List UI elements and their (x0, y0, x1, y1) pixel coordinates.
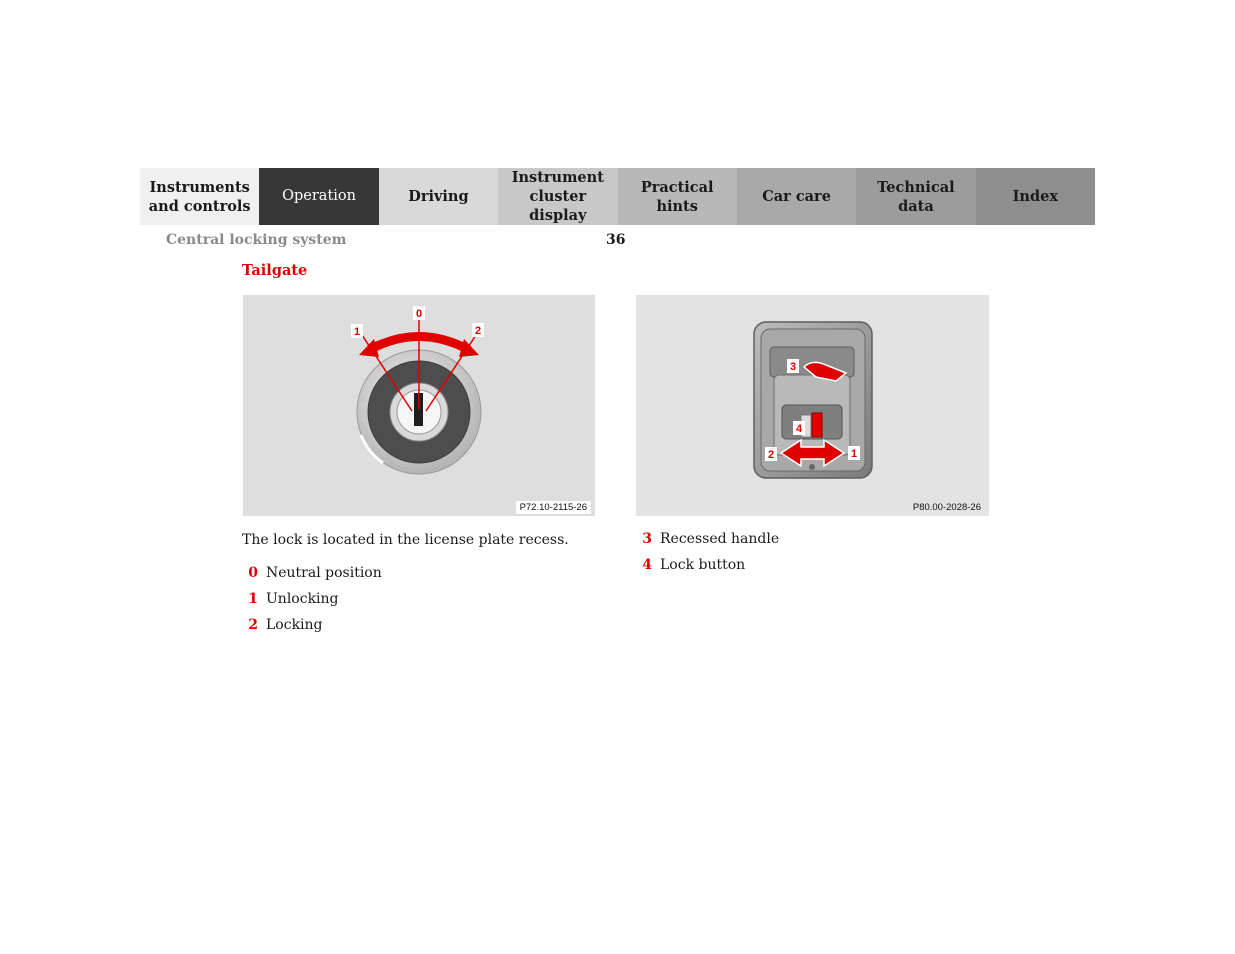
tailgate-handle-illustration (636, 295, 989, 516)
figure-code: P80.00-2028-26 (912, 502, 981, 513)
tab-index[interactable]: Index (976, 168, 1095, 225)
handle-parts-list (636, 531, 779, 583)
page-number: 36 (606, 232, 626, 248)
item-text: Locking (266, 617, 323, 633)
item-number: 1 (248, 591, 258, 607)
lock-button (812, 413, 822, 437)
section-title: Central locking system (166, 232, 347, 248)
tab-operation[interactable]: Operation (259, 168, 378, 225)
list-item (242, 617, 382, 643)
tab-instrument-cluster-display[interactable]: Instrument cluster display (498, 168, 617, 225)
page-heading: Tailgate (242, 262, 308, 279)
label-1: 1 (353, 326, 361, 338)
tab-technical-data[interactable]: Technical data (856, 168, 975, 225)
item-text: Recessed handle (660, 531, 780, 547)
label-2b: 2 (767, 449, 775, 461)
list-item (242, 591, 382, 617)
list-item (636, 557, 779, 583)
tab-car-care[interactable]: Car care (737, 168, 856, 225)
list-item (636, 531, 779, 557)
tab-instruments-and-controls[interactable]: Instruments and controls (140, 168, 259, 225)
tab-driving[interactable]: Driving (379, 168, 498, 225)
item-number: 4 (642, 557, 652, 573)
label-1b: 1 (850, 448, 858, 460)
figure-code: P72.10-2115-26 (516, 501, 591, 514)
lock-cylinder-illustration (243, 295, 595, 516)
item-number: 0 (248, 565, 258, 581)
tab-practical-hints[interactable]: Practical hints (618, 168, 737, 225)
label-2: 2 (474, 325, 482, 337)
tailgate-handle-figure (636, 295, 989, 516)
lock-positions-list (242, 565, 382, 643)
item-text: Neutral position (266, 565, 382, 581)
lock-cylinder-figure (243, 295, 595, 516)
list-item (242, 565, 382, 591)
intro-text: The lock is located in the license plate recess. (242, 532, 569, 548)
label-0: 0 (415, 308, 423, 320)
item-number: 3 (642, 531, 652, 547)
chapter-nav (140, 168, 1095, 225)
label-3: 3 (789, 361, 797, 373)
item-number: 2 (248, 617, 258, 633)
label-4: 4 (795, 423, 803, 435)
item-text: Lock button (660, 557, 746, 573)
item-text: Unlocking (266, 591, 339, 607)
